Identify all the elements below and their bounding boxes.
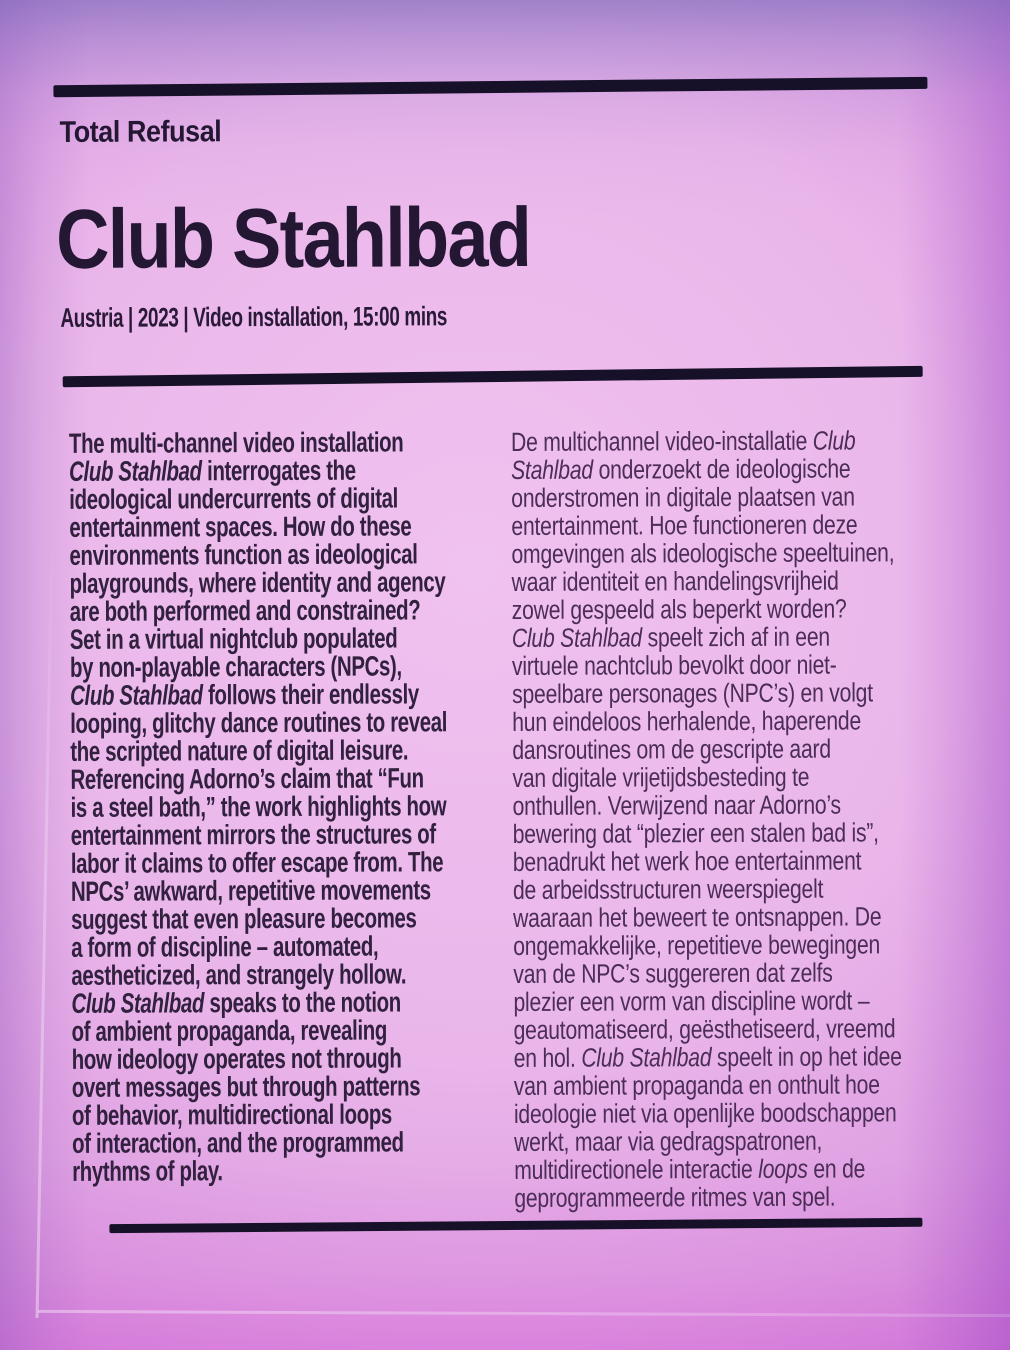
artist-name xyxy=(60,115,240,150)
divider-bottom xyxy=(109,1218,922,1233)
text-line: geprogrammeerde ritmes van spel. xyxy=(514,1181,836,1213)
text-line: benadrukt het werk hoe entertainment xyxy=(512,845,862,877)
divider-middle xyxy=(63,366,923,388)
text-line: playgrounds, where identity and agency xyxy=(69,566,446,599)
text-line: van ambient propaganda en onthult hoe xyxy=(513,1069,880,1101)
text-line: environments function as ideological xyxy=(69,538,418,571)
text-line: labor it claims to offer escape from. The xyxy=(70,846,444,879)
text-line: are both performed and constrained? xyxy=(69,594,421,627)
text-line: of interaction, and the programmed xyxy=(71,1126,404,1159)
text-line: omgevingen als ideologische speeltuinen, xyxy=(511,537,895,569)
text-line: en hol. Club Stahlbad speelt in op het idee xyxy=(513,1041,902,1073)
description-english xyxy=(69,428,517,1186)
text-line: virtuele nachtclub bevolkt door niet- xyxy=(511,649,837,681)
text-line: entertainment mirrors the structures of xyxy=(70,818,436,851)
text-line: plezier een vorm van discipline wordt – xyxy=(513,985,870,1017)
work-title xyxy=(56,189,595,288)
work-meta-text: Austria | 2023 | Video installation, 15:00 mins xyxy=(60,301,448,333)
text-line: of behavior, multidirectional loops xyxy=(71,1098,392,1131)
text-line: entertainment spaces. How do these xyxy=(69,510,412,543)
text-line: Club Stahlbad speaks to the notion xyxy=(71,986,401,1019)
text-line: Club Stahlbad interrogates the xyxy=(69,454,356,487)
text-line: ideological undercurrents of digital xyxy=(69,482,398,515)
text-line: NPCs’ awkward, repetitive movements xyxy=(70,874,431,907)
text-line: aestheticized, and strangely hollow. xyxy=(71,958,407,991)
text-line: the scripted nature of digital leisure. xyxy=(70,734,409,767)
text-line: Club Stahlbad follows their endlessly xyxy=(70,678,419,711)
text-line: werkt, maar via gedragspatronen, xyxy=(513,1125,823,1157)
text-line: by non-playable characters (NPCs), xyxy=(69,650,402,683)
text-line: multidirectionele interactie loops en de xyxy=(514,1153,866,1185)
text-line: de arbeidsstructuren weerspiegelt xyxy=(512,873,824,905)
text-line: bewering dat “plezier een stalen bad is”, xyxy=(512,817,879,849)
text-line: Referencing Adorno’s claim that “Fun xyxy=(70,762,424,795)
text-line: onderstromen in digitale plaatsen van xyxy=(511,481,855,513)
text-line: of ambient propaganda, revealing xyxy=(71,1014,388,1047)
text-line: is a steel bath,” the work highlights how xyxy=(70,790,447,823)
text-line: zowel gespeeld als beperkt worden? xyxy=(511,593,847,625)
text-line: The multi-channel video installation xyxy=(68,426,404,459)
text-line: geautomatiseerd, geësthetiseerd, vreemd xyxy=(513,1013,896,1045)
text-line: entertainment. Hoe functioneren deze xyxy=(511,509,858,541)
work-meta xyxy=(60,301,612,334)
text-line: van digitale vrijetijdsbesteding te xyxy=(512,761,810,793)
text-line: dansroutines om de gescripte aard xyxy=(512,733,831,765)
text-line: speelbare personages (NPC’s) en volgt xyxy=(512,677,873,709)
text-line: waar identiteit en handelingsvrijheid xyxy=(511,565,839,597)
description-dutch xyxy=(511,426,954,1212)
text-line: looping, glitchy dance routines to reveal xyxy=(70,706,448,739)
text-line: ideologie niet via openlijke boodschappen xyxy=(513,1097,897,1129)
text-line: ongemakkelijke, repetitieve bewegingen xyxy=(513,929,881,961)
text-line: suggest that even pleasure becomes xyxy=(70,902,417,935)
text-line: how ideology operates not through xyxy=(71,1042,402,1075)
text-line: van de NPC’s suggereren dat zelfs xyxy=(513,957,833,989)
text-line: De multichannel video-installatie Club xyxy=(510,425,856,457)
text-line: a form of discipline – automated, xyxy=(71,930,379,963)
text-line: Set in a virtual nightclub populated xyxy=(69,622,398,655)
text-line: Stahlbad onderzoekt de ideologische xyxy=(511,453,851,485)
text-line: Club Stahlbad speelt zich af in een xyxy=(511,621,830,653)
text-line: rhythms of play. xyxy=(72,1155,223,1187)
work-title-text: Club Stahlbad xyxy=(55,189,531,286)
divider-top xyxy=(53,77,927,97)
text-line: waaraan het beweert te ontsnappen. De xyxy=(512,901,882,933)
artist-name-text: Total Refusal xyxy=(59,115,222,149)
text-line: onthullen. Verwijzend naar Adorno’s xyxy=(512,789,841,821)
text-line: overt messages but through patterns xyxy=(71,1070,421,1103)
text-line: hun eindeloos herhalende, haperende xyxy=(512,705,862,737)
